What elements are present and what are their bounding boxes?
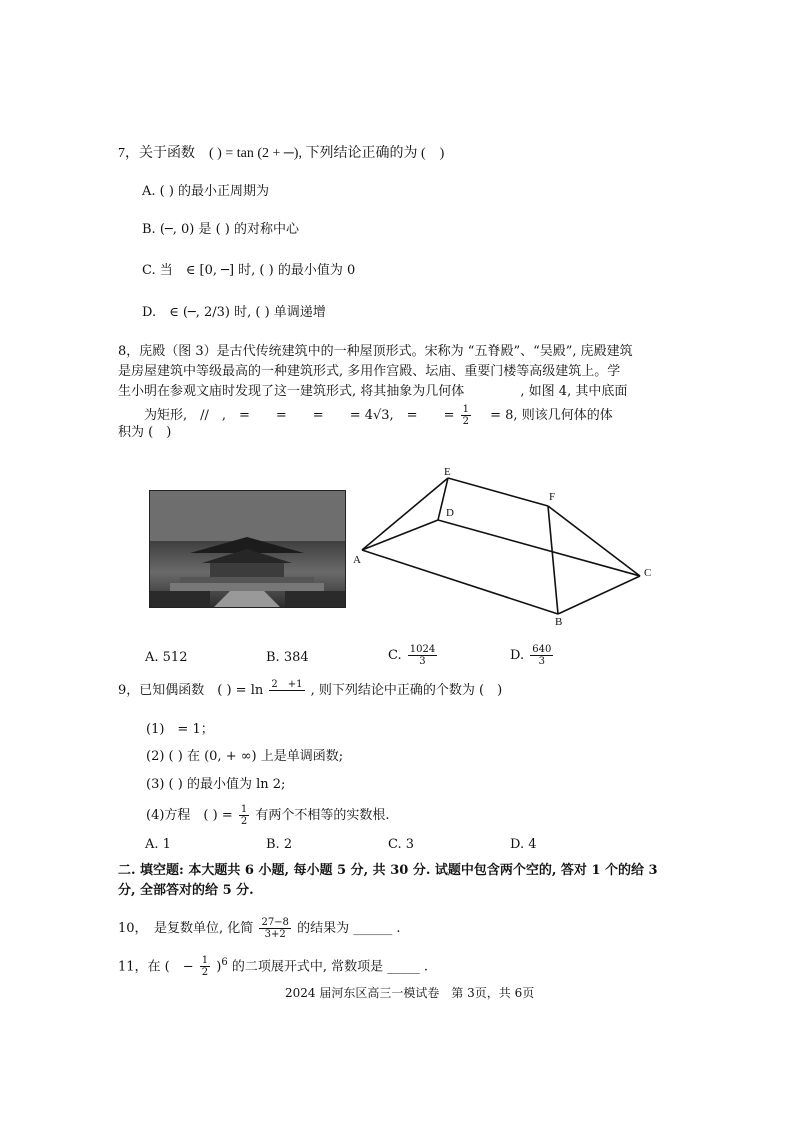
fraction-denominator: 2 (201, 967, 209, 979)
edge-AE (362, 478, 448, 550)
q9-stem-fraction (269, 679, 304, 702)
q9-statement-4-pre: (4)方程 ( ) = (146, 808, 233, 823)
q10-pre: 10， 是复数单位, 化简 (118, 921, 254, 936)
q9-option-d: D. 4 (510, 837, 537, 852)
fraction-numerator: 1 (201, 955, 209, 967)
q7-option-d: D. ∈ (─, 2/3) 时, ( ) 单调递增 (142, 305, 326, 320)
vertex-label-e: E (444, 466, 451, 478)
q9-stem (118, 679, 502, 702)
q7-stem: 7，关于函数 ( ) = tan (2 + ─), 下列结论正确的为 ( ) (118, 146, 445, 161)
q9-option-c: C. 3 (388, 837, 415, 852)
q7-option-b: B. (─, 0) 是 ( ) 的对称中心 (142, 222, 299, 237)
q9-statement-2: (2) ( ) 在 (0, + ∞) 上是单调函数; (146, 749, 344, 764)
section-2-heading-line-2: 分, 全部答对的给 5 分. (118, 883, 254, 898)
q9-statement-4 (146, 804, 390, 827)
q9-option-a: A. 1 (145, 837, 171, 852)
q8-line-1: 8，庑殿（图 3）是古代传统建筑中的一种屋顶形式。宋称为 “五脊殿”、“吴殿”, 庑殿建筑 (118, 344, 633, 359)
hip-roof-diagram (350, 462, 660, 630)
q8-line-3: 生小明在参观文庙时发现了这一建筑形式, 将其抽象为几何体 , 如图 4, 其中底面 (118, 384, 628, 399)
q7-option-a: A. ( ) 的最小正周期为 (142, 184, 270, 199)
q9-stem-post: , 则下列结论中正确的个数为 ( ) (310, 683, 503, 698)
q8-line-2: 是房屋建筑中等级最高的一种建筑形式, 多用作宫殿、坛庙、重要门楼等高级建筑上。学 (118, 364, 621, 379)
fraction-denominator: 3+2 (264, 929, 286, 940)
vertex-label-a: A (353, 554, 361, 566)
fraction-denominator (269, 691, 304, 702)
edge-AD (362, 520, 438, 550)
q11-pre: 11，在 ( − (118, 959, 194, 975)
q9-stem-pre: 9，已知偶函数 ( ) = ln (118, 683, 264, 698)
vertex-label-c: C (644, 567, 652, 579)
fraction-denominator: 2 (240, 816, 248, 827)
q11: 11，在 ( − $\frac{1}{2}$ )$^6$ 的二项展开式中, 常数项是 _____ . (118, 955, 429, 979)
q8-line-4 (118, 404, 613, 427)
q10 (118, 917, 400, 940)
q9-statement-4-post: 有两个不相等的实数根. (255, 808, 390, 823)
q8-option-a: A. 512 (145, 650, 188, 665)
fraction-numerator: 1 (462, 404, 469, 415)
palace-illustration (150, 491, 345, 607)
q8-line-4-text: 为矩形, // , = = = = 4√3, = = (118, 408, 455, 423)
page-footer: 2024 届河东区高三一模试卷 第 3页，共 6页 (285, 986, 535, 1000)
fraction-denominator: 2 (462, 416, 469, 427)
q9-statement-4-fraction (239, 804, 249, 827)
q8-line-4-tail: = 8, 则该几何体的体 (477, 408, 613, 423)
vertex-label-f: F (549, 491, 556, 503)
q8-line-5: 积为 ( ) (118, 425, 172, 440)
q8-option-d-fraction (530, 644, 553, 667)
edge-AB (362, 550, 558, 614)
section-2-heading-line-1: 二. 填空题: 本大题共 6 小题, 每小题 5 分, 共 30 分. 试题中包含两个空的, 答对 1 个的给 3 (118, 863, 658, 878)
q8-option-c (388, 644, 439, 667)
fraction-numerator: 640 (532, 644, 552, 655)
q7-option-c: C. 当 ∈ [0, ─] 时, ( ) 的最小值为 0 (142, 263, 356, 278)
palace-photo (149, 490, 346, 608)
edge-BC (558, 576, 640, 614)
q8-option-c-label: C. (388, 648, 402, 663)
fraction-numerator: 2 +1 (271, 679, 303, 690)
vertex-label-d: D (446, 507, 454, 519)
fraction-denominator: 3 (419, 656, 426, 667)
edge-EF (448, 478, 548, 506)
edge-DC (438, 520, 640, 576)
edge-FC (548, 506, 640, 576)
q8-option-b: B. 384 (266, 650, 309, 665)
q10-fraction (259, 917, 290, 940)
q10-post: 的结果为 ______ . (297, 921, 401, 936)
q9-statement-3: (3) ( ) 的最小值为 ln 2; (146, 777, 286, 792)
fraction-denominator: 3 (538, 656, 545, 667)
fraction-numerator: 27−8 (261, 917, 289, 928)
q11-exponent: 6 (221, 957, 228, 968)
fraction-numerator: 1024 (409, 644, 436, 655)
q8-option-c-fraction (408, 644, 437, 667)
q11-post: 的二项展开式中, 常数项是 _____ . (231, 959, 429, 975)
edge-FB (548, 506, 558, 614)
q8-option-d-label: D. (510, 648, 525, 663)
q8-option-d (510, 644, 555, 667)
q11-fraction (200, 955, 210, 978)
vertex-label-b: B (555, 616, 563, 628)
fraction-numerator: 1 (240, 804, 248, 815)
q9-statement-1: (1) = 1； (146, 722, 214, 737)
q9-option-b: B. 2 (266, 837, 293, 852)
q8-line-4-fraction (461, 404, 471, 427)
